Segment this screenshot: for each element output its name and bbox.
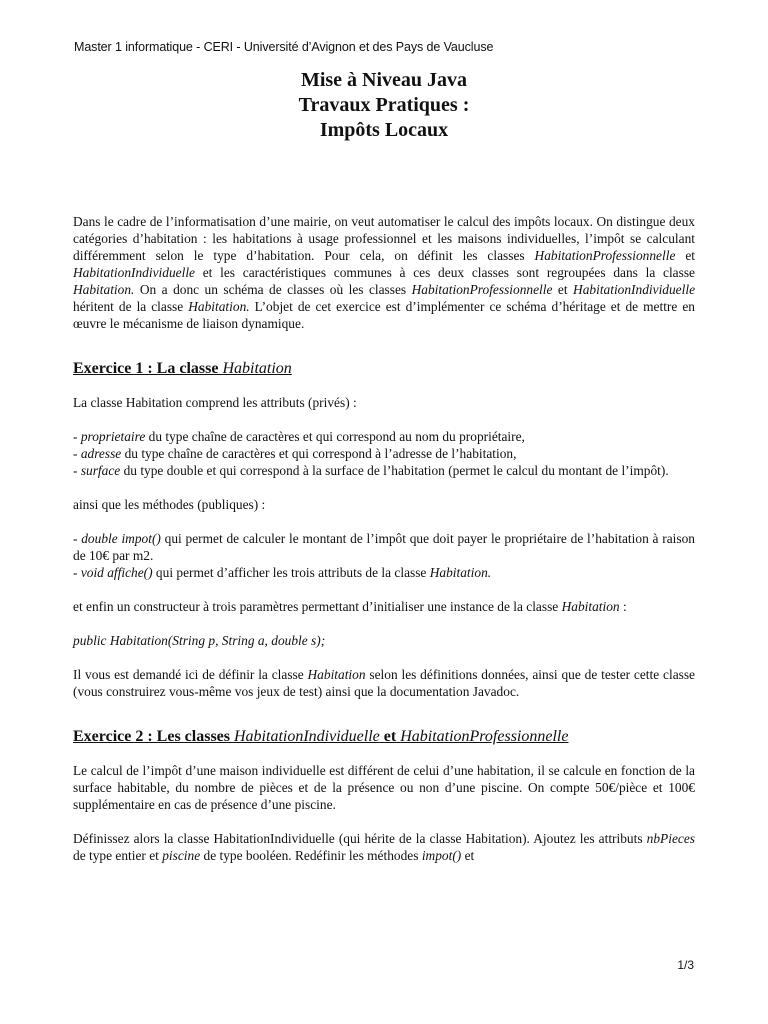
- method-description: qui permet de calculer le montant de l’impôt que doit payer le propriétaire de l’habitation à raison de 10€ par m2.: [73, 531, 695, 563]
- exercise-2-paragraph: Le calcul de l’impôt d’une maison individuelle est différent de celui d’une habitation, il se calcule en fonction de la surface habitable, du nombre de pièces et de la présence ou non d’une piscine. On compte 50€/pièce et 100€ supplémentaire en cas de présence d’une piscine.: [73, 763, 695, 812]
- constructor-text: et enfin un constructeur à trois paramètres permettant d’initialiser une instance de la classe: [73, 599, 562, 614]
- attribute-name: surface: [80, 463, 121, 478]
- title-line-2: Travaux Pratiques :: [298, 94, 470, 116]
- exercise-1-heading: [73, 359, 695, 379]
- attribute-description: du type chaîne de caractères et qui correspond à l’adresse de l’habitation,: [121, 446, 517, 461]
- heading-class-name: Habitation: [222, 360, 292, 377]
- heading-text: Exercice 2 : Les classes: [73, 728, 234, 745]
- method-signature: double impot(): [81, 531, 161, 546]
- intro-paragraph: [73, 213, 695, 332]
- attribute-item: [73, 462, 695, 479]
- attribute-description: du type chaîne de caractères et qui correspond au nom du propriétaire,: [145, 429, 525, 444]
- intro-text: et: [552, 282, 574, 297]
- intro-text: Dans le cadre de l’informatisation d’une mairie, on veut automatiser le calcul des impôts locaux. On distingue deux catégories d’habitation : les habitations à usage professionnel et les maisons individuelles, l’impôt se calculant différemment selon le type d’habitation. Pour cela, on définit les classes: [73, 214, 695, 263]
- class-name: HabitationIndividuelle: [573, 282, 696, 297]
- heading-class-name: HabitationIndividuelle: [234, 728, 380, 745]
- class-name: Habitation.: [73, 282, 135, 297]
- intro-text: On a donc un schéma de classes où les classes: [134, 282, 412, 297]
- page-number: 1/3: [677, 958, 694, 972]
- attribute-description: du type double et qui correspond à la surface de l’habitation (permet le calcul du montant de l’impôt).: [120, 463, 669, 478]
- attribute-item: [73, 445, 695, 462]
- title-line-1: Mise à Niveau Java: [300, 69, 468, 91]
- intro-text: et les caractéristiques communes à ces deux classes sont regroupées dans la classe: [194, 265, 695, 280]
- document-body: [73, 213, 695, 864]
- list-dash: -: [73, 565, 81, 580]
- list-dash: -: [73, 463, 81, 478]
- class-name: Habitation.: [429, 565, 492, 580]
- constructor-text: :: [619, 599, 627, 614]
- instruction-text: et: [461, 848, 475, 863]
- class-name: Habitation.: [188, 299, 250, 314]
- heading-text: Exercice 1 : La classe: [73, 360, 223, 377]
- instruction-text: Définissez alors la classe HabitationIndividuelle (qui hérite de la classe Habitation). Ajoutez les attributs: [73, 831, 647, 846]
- class-name: HabitationProfessionnelle: [411, 282, 553, 297]
- attribute-name: adresse: [80, 446, 122, 461]
- method-signature: void affiche(): [80, 565, 153, 580]
- class-name: HabitationProfessionnelle: [534, 248, 676, 263]
- task-text: selon les définitions données, ainsi que de tester cette classe (vous construirez vous-même vos jeux de test) ainsi que la documentation Javadoc.: [73, 667, 695, 699]
- exercise-2-instructions: [73, 830, 695, 864]
- method-signature: impot(): [421, 848, 462, 863]
- heading-text: et: [379, 728, 401, 745]
- instruction-text: de type booléen. Redéfinir les méthodes: [200, 848, 422, 863]
- task-text: Il vous est demandé ici de définir la classe: [73, 667, 308, 682]
- class-name: Habitation: [307, 667, 366, 682]
- exercise-2-heading: [73, 727, 695, 747]
- instruction-text: de type entier et: [73, 848, 163, 863]
- attribute-name: nbPieces: [646, 831, 695, 846]
- constructor-signature: public Habitation(String p, String a, double s);: [73, 633, 326, 648]
- attribute-name: piscine: [162, 848, 201, 863]
- document-title: [0, 68, 768, 143]
- methods-intro: ainsi que les méthodes (publiques) :: [73, 497, 266, 512]
- title-line-3: Impôts Locaux: [319, 119, 449, 141]
- exercise-1-task: [73, 666, 695, 700]
- list-dash: -: [73, 531, 82, 546]
- constructor-intro: [73, 598, 695, 615]
- heading-class-name: HabitationProfessionnelle: [400, 728, 569, 745]
- attribute-name: proprietaire: [80, 429, 146, 444]
- method-item: [73, 564, 695, 581]
- intro-text: L’objet de cet exercice est d’implémenter ce schéma d’héritage et de mettre en œuvre le mécanisme de liaison dynamique.: [73, 299, 695, 331]
- intro-text: et: [675, 248, 695, 263]
- method-item: [73, 530, 695, 564]
- method-description: qui permet d’afficher les trois attributs de la classe: [152, 565, 430, 580]
- list-dash: -: [73, 446, 81, 461]
- class-name: HabitationIndividuelle: [73, 265, 195, 280]
- document-header: Master 1 informatique - CERI - Université d’Avignon et des Pays de Vaucluse: [74, 40, 494, 54]
- attributes-intro: La classe Habitation comprend les attributs (privés) :: [73, 395, 357, 410]
- attribute-item: [73, 428, 695, 445]
- intro-text: héritent de la classe: [73, 299, 189, 314]
- class-name: Habitation: [561, 599, 620, 614]
- list-dash: -: [73, 429, 81, 444]
